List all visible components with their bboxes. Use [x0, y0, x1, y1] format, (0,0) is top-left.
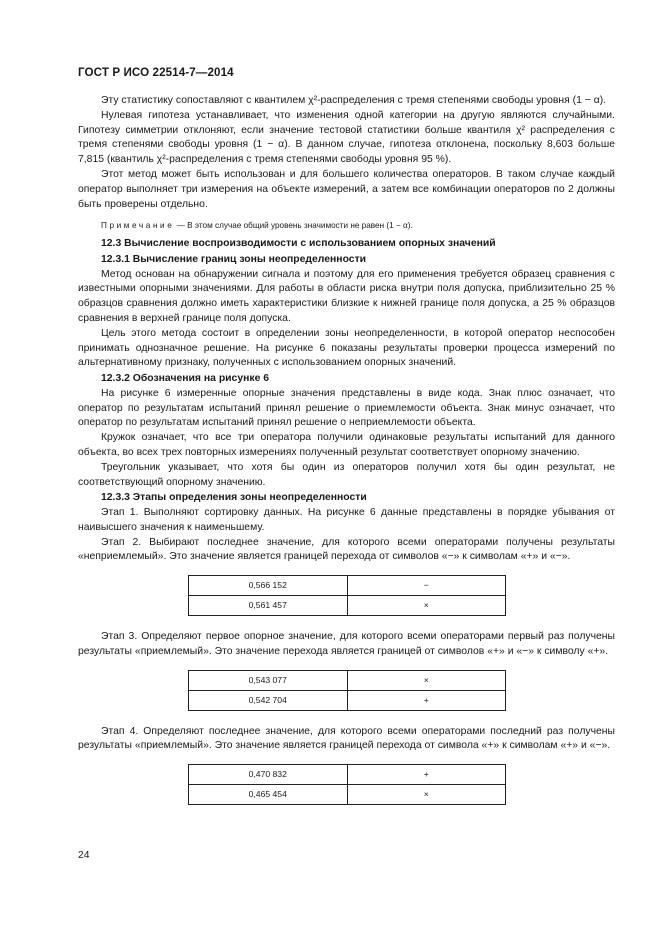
page-number: 24	[78, 850, 90, 861]
note	[78, 219, 615, 232]
subsection-heading: 12.3.3 Этапы определения зоны неопределенности	[101, 492, 367, 504]
value-cell: 0,566 152	[189, 576, 348, 596]
paragraph: Эту статистику сопоставляют с квантилем χ²-распределения с тремя степенями свободы уровня (1 − α).	[101, 95, 607, 106]
page-content	[78, 94, 615, 819]
table-row	[189, 785, 506, 805]
paragraph: Треугольник указывает, что хотя бы один из операторов получил хотя бы один результат, не соответствующий опорному значению.	[78, 461, 615, 488]
page-header: ГОСТ Р ИСО 22514-7—2014	[78, 66, 234, 79]
subsection-heading: 12.3.2 Обозначения на рисунке 6	[101, 373, 270, 385]
paragraph: Нулевая гипотеза устанавливает, что изменения одной категории на другую являются случайными. Гипотезу симметрии отклоняют, если значение тестовой статистики больше квантиля χ² распределения с тремя степенями свободы уровня (1 − α). В данном случае, гипотеза отклонена, поскольку 8,603 больше 7,815 (квантиль χ²-распределения с тремя степенями свободы уровня 95 %).	[78, 109, 615, 166]
table-row	[189, 670, 506, 690]
paragraph: Этот метод может быть использован и для большего количества операторов. В таком случае каждый оператор выполняет три измерения на объекте измерений, а затем все комбинации операторов по 2 должны быть проверены отдельно.	[78, 168, 615, 210]
table-row	[189, 765, 506, 785]
table-row	[189, 690, 506, 710]
value-cell: 0,465 454	[189, 785, 348, 805]
symbol-cell: −	[347, 576, 506, 596]
subsection-heading: 12.3.1 Вычисление границ зоны неопределенности	[101, 253, 367, 265]
value-cell: 0,470 832	[189, 765, 348, 785]
symbol-cell: ×	[347, 596, 506, 616]
section-heading: 12.3 Вычисление воспроизводимости с использованием опорных значений	[101, 238, 496, 250]
boundary-table-3	[188, 764, 506, 805]
step-2: Этап 2. Выбирают последнее значение, для которого всеми операторами получены результаты «неприемлемый». Это значение является границей перехода от символов «−» к символам «+» и «−».	[78, 536, 615, 563]
symbol-cell: +	[347, 690, 506, 710]
value-cell: 0,542 704	[189, 690, 348, 710]
boundary-table-2	[188, 670, 506, 711]
boundary-table-1	[188, 575, 506, 616]
note-label: Примечание	[101, 221, 175, 231]
value-cell: 0,561 457	[189, 596, 348, 616]
symbol-cell: ×	[347, 670, 506, 690]
step-3: Этап 3. Определяют первое опорное значение, для которого всеми операторами первый раз получены результаты «приемлемый». Это значение перехода является границей от символов «+» и «−» к символу «+».	[78, 631, 615, 657]
paragraph: Цель этого метода состоит в определении зоны неопределенности, в которой оператор неспособен принимать однозначное решение. На рисунке 6 показаны результаты проверки процесса измерений по альтернативному признаку, полученных с использованием опорных значений.	[78, 327, 615, 369]
table-row	[189, 596, 506, 616]
paragraph: Кружок означает, что все три оператора получили одинаковые результаты испытаний для данного объекта, во всех трех повторных измерениях полученный результат соответствует опорному значению.	[78, 432, 615, 458]
step-1: Этап 1. Выполняют сортировку данных. На рисунке 6 данные представлены в порядке убывания от наивысшего значения к наименьшему.	[78, 506, 615, 533]
symbol-cell: +	[347, 765, 506, 785]
note-text: — В этом случае общий уровень значимости не равен (1 − α).	[174, 221, 413, 231]
paragraph: На рисунке 6 измеренные опорные значения представлены в виде кода. Знак плюс означает, что оператор по результатам испытаний принял решение о приемлемости объекта. Знак минус означает, что оператор по результатам испытаний принял решение о неприемлемости объекта.	[78, 387, 615, 429]
symbol-cell: ×	[347, 785, 506, 805]
value-cell: 0,543 077	[189, 670, 348, 690]
step-4: Этап 4. Определяют последнее значение, для которого всеми операторами последний раз получены результаты «приемлемый». Это значение является границей перехода от символа «+» к символам «+» и «−».	[78, 725, 615, 752]
paragraph: Метод основан на обнаружении сигнала и поэтому для его применения требуется образец сравнения с известными опорными значениями. Для работы в области риска внутри поля допуска, приблизительно 25 % образцов сравнения должно иметь характеристики близкие к нижней границе поля допуска, а 25 % образцов сравнения в верхней границе поля допуска.	[78, 268, 615, 324]
table-row	[189, 576, 506, 596]
